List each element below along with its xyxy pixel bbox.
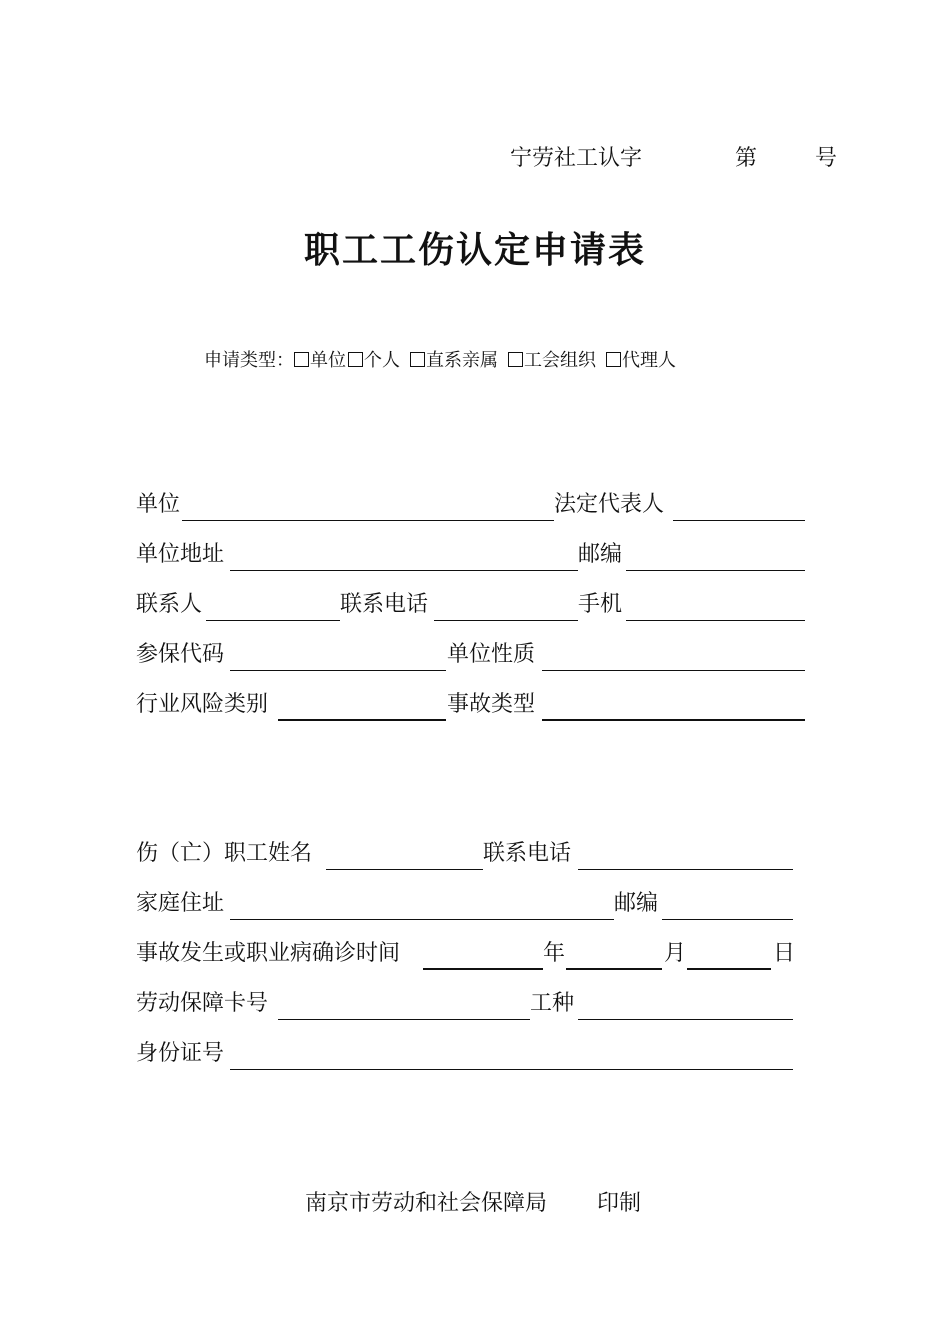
option-individual[interactable]: 个人 — [348, 350, 400, 372]
label-home-postcode: 邮编 — [614, 891, 659, 916]
field-id-number[interactable] — [230, 1069, 793, 1070]
field-worker-name[interactable] — [326, 869, 483, 870]
label-accident-type: 事故类型 — [447, 692, 536, 717]
field-labor-card[interactable] — [278, 1019, 530, 1020]
label-day: 日 — [773, 941, 796, 966]
label-home-address: 家庭住址 — [136, 891, 225, 916]
number-hao: 号 — [815, 146, 838, 171]
label-industry-risk: 行业风险类别 — [136, 692, 269, 717]
option-union[interactable]: 工会组织 — [508, 350, 596, 372]
page-title: 职工工伤认定申请表 — [304, 230, 647, 271]
field-day[interactable] — [687, 968, 771, 970]
label-unit-phone: 联系电话 — [340, 592, 429, 617]
label-mobile: 手机 — [578, 592, 623, 617]
number-di: 第 — [735, 146, 758, 171]
field-home-postcode[interactable] — [662, 919, 793, 920]
field-industry-risk[interactable] — [278, 719, 446, 721]
label-unit: 单位 — [136, 492, 181, 517]
footer-issuer: 南京市劳动和社会保障局 — [305, 1191, 548, 1216]
option-unit[interactable]: 单位 — [294, 350, 346, 372]
apply-type-label: 申请类型： — [204, 350, 294, 371]
field-job-type[interactable] — [578, 1019, 793, 1020]
label-insurance-code: 参保代码 — [136, 642, 225, 667]
label-accident-time: 事故发生或职业病确诊时间 — [136, 941, 401, 966]
label-worker-phone: 联系电话 — [483, 841, 572, 866]
option-relative[interactable]: 直系亲属 — [410, 350, 498, 372]
field-legal-rep[interactable] — [673, 520, 805, 521]
field-contact[interactable] — [206, 620, 340, 621]
label-unit-nature: 单位性质 — [447, 642, 536, 667]
checkbox-icon[interactable] — [508, 352, 523, 367]
field-mobile[interactable] — [626, 620, 805, 621]
label-year: 年 — [543, 941, 566, 966]
label-labor-card: 劳动保障卡号 — [136, 991, 269, 1016]
field-worker-phone[interactable] — [578, 869, 793, 870]
label-unit-postcode: 邮编 — [578, 542, 623, 567]
field-month[interactable] — [566, 968, 662, 970]
label-job-type: 工种 — [530, 991, 575, 1016]
field-insurance-code[interactable] — [230, 670, 446, 671]
checkbox-icon[interactable] — [348, 352, 363, 367]
field-unit-address[interactable] — [230, 570, 578, 571]
footer-printed: 印制 — [597, 1191, 642, 1216]
field-unit-nature[interactable] — [542, 670, 805, 671]
label-worker-name: 伤（亡）职工姓名 — [136, 841, 313, 866]
field-unit[interactable] — [182, 520, 554, 521]
label-month: 月 — [664, 941, 687, 966]
field-accident-type[interactable] — [542, 719, 805, 721]
checkbox-icon[interactable] — [410, 352, 425, 367]
checkbox-icon[interactable] — [294, 352, 309, 367]
label-legal-rep: 法定代表人 — [554, 492, 665, 517]
checkbox-icon[interactable] — [606, 352, 621, 367]
label-unit-address: 单位地址 — [136, 542, 225, 567]
apply-type-row — [204, 350, 686, 372]
label-id-number: 身份证号 — [136, 1041, 225, 1066]
field-unit-phone[interactable] — [434, 620, 578, 621]
field-year[interactable] — [423, 968, 543, 970]
field-home-address[interactable] — [230, 919, 614, 920]
option-agent[interactable]: 代理人 — [606, 350, 676, 372]
field-unit-postcode[interactable] — [626, 570, 805, 571]
doc-prefix: 宁劳社工认字 — [510, 146, 643, 171]
label-contact: 联系人 — [136, 592, 203, 617]
